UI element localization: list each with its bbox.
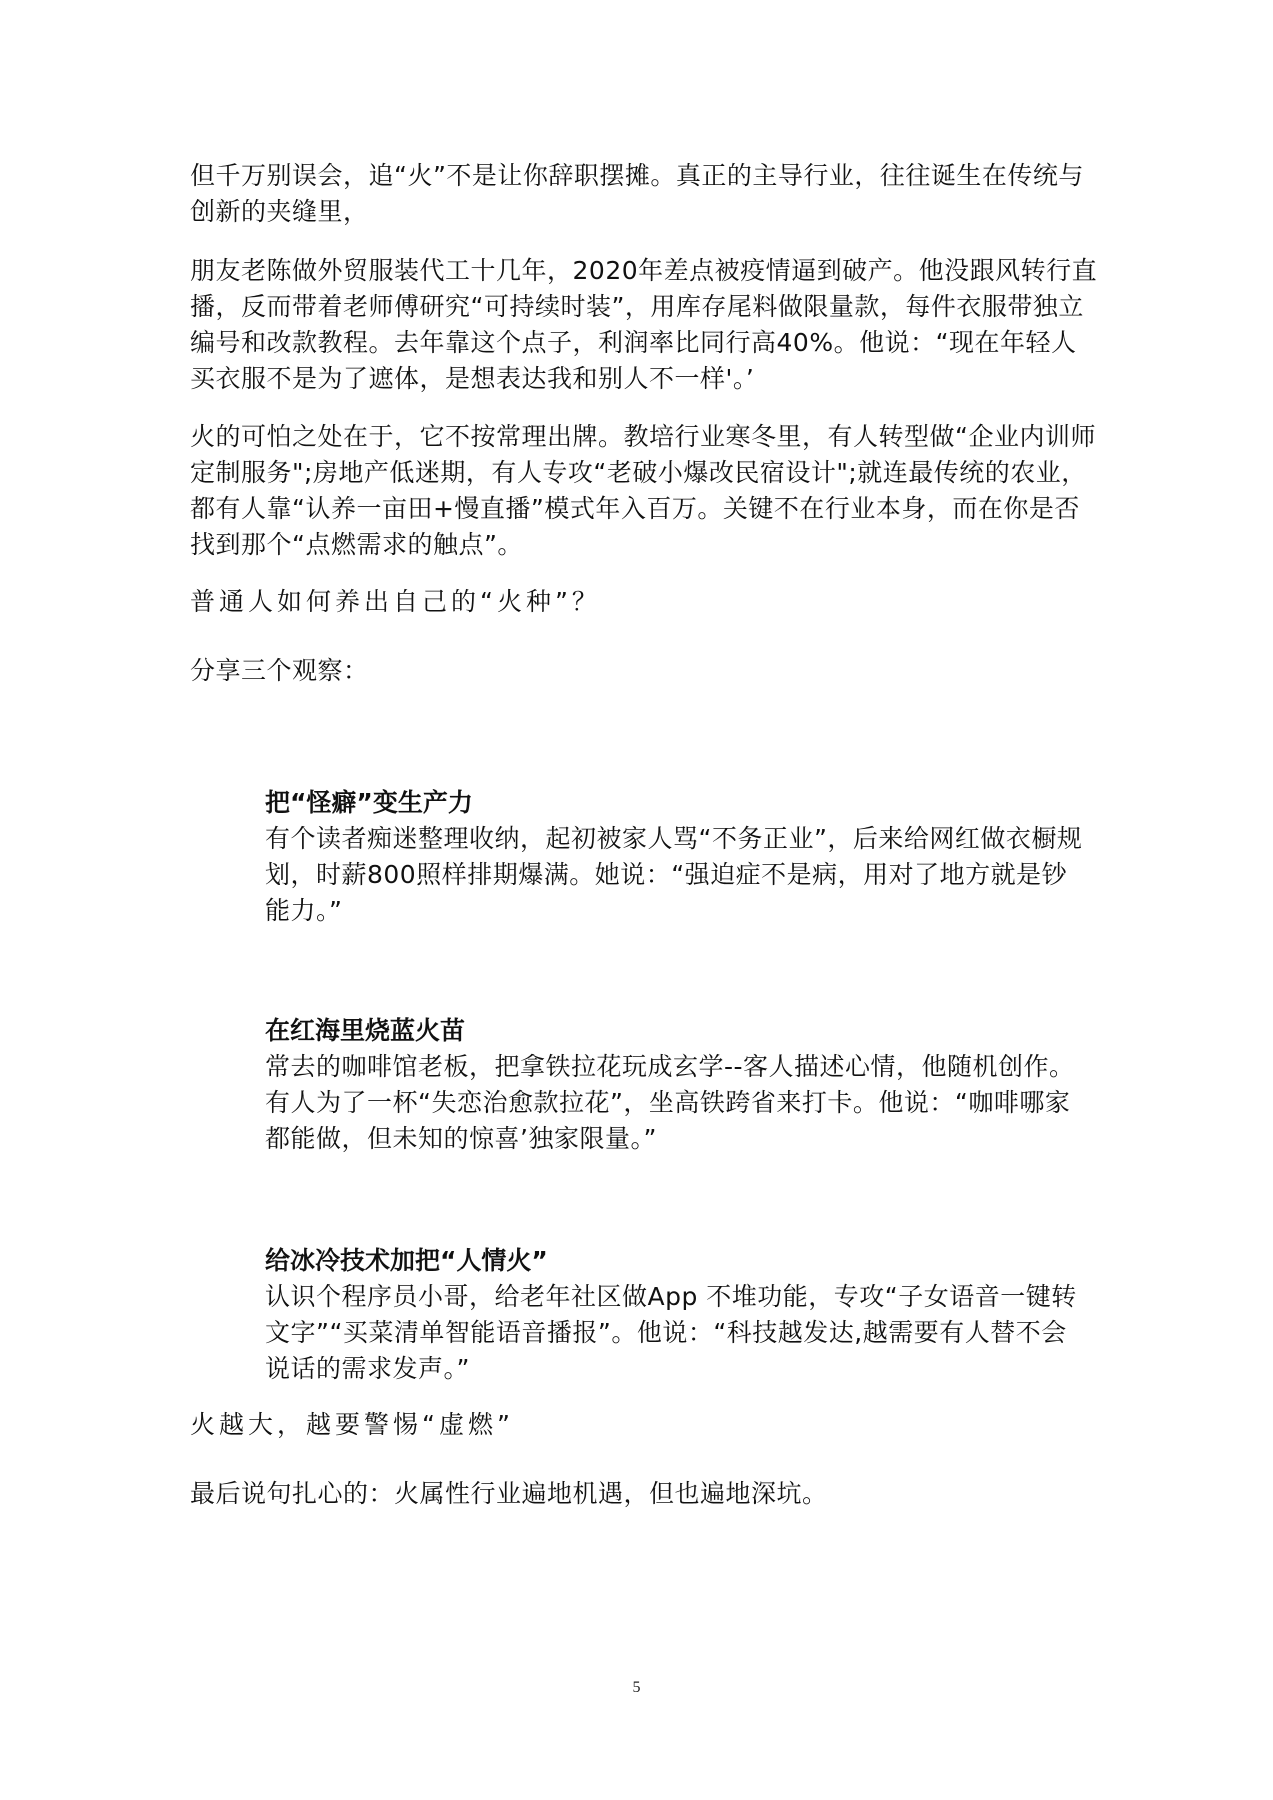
paragraph-intro: 但千万别误会，追“火”不是让你辞职摆摊。真正的主导行业，往往诞生在传统与创新的夹缝里，: [190, 161, 1084, 226]
observation-title: 在红海里烧蓝火苗: [265, 1016, 466, 1045]
page-number: 5: [632, 1679, 641, 1696]
observation-body: 常去的咖啡馆老板，把拿铁拉花玩成玄学--客人描述心情，他随机创作。有人为了一杯“失恋治愈款拉花”，坐高铁跨省来打卡。他说：“咖啡哪家都能做，但未知的惊喜’独家限量。”: [265, 1052, 1075, 1153]
subheading-question: 普通人如何养出自己的“火种”？: [190, 587, 601, 616]
observation-title: 给冰冷技术加把“人情火”: [265, 1246, 548, 1275]
paragraph-three-observations: 分享三个观察：: [190, 656, 369, 685]
paragraph-fire-unpredictable: 火的可怕之处在于，它不按常理出牌。教培行业寒冬里，有人转型做“企业内训师定制服务";房地产低迷期，有人专攻“老破小爆改民宿设计";就连最传统的农业，都有人靠“认养一亩田+慢直播”模式年入百万。关键不在行业本身，而在你是否找到那个“点燃需求的触点”。: [190, 422, 1096, 559]
observation-section: [265, 1013, 1090, 1157]
paragraph-story-chen: 朋友老陈做外贸服装代工十几年，2020年差点被疫情逼到破产。他没跟风转行直播，反而带着老师傅研究“可持续时装”，用库存尾料做限量款，每件衣服带独立编号和改款教程。去年靠这个点子，利润率比同行高40%。他说：“现在年轻人买衣服不是为了遮体，是想表达我和别人不一样'。’: [190, 256, 1098, 393]
observation-title: 把“怪癖”变生产力: [265, 788, 473, 817]
closing-paragraph: 最后说句扎心的：火属性行业遍地机遇，但也遍地深坑。: [190, 1479, 828, 1508]
observation-body: 有个读者痴迷整理收纳，起初被家人骂“不务正业”，后来给网红做衣橱规划，时薪800照样排期爆满。她说：“强迫症不是病，用对了地方就是钞能力。”: [265, 824, 1083, 925]
closing-heading: 火越大，越要警惕“虚燃”: [190, 1410, 514, 1439]
observation-section: [265, 785, 1090, 929]
observation-body: 认识个程序员小哥，给老年社区做App 不堆功能，专攻“子女语音一键转文字”“买菜清单智能语音播报”。他说：“科技越发达,越需要有人替不会说话的需求发声。”: [265, 1282, 1077, 1383]
observation-section: [265, 1243, 1090, 1387]
